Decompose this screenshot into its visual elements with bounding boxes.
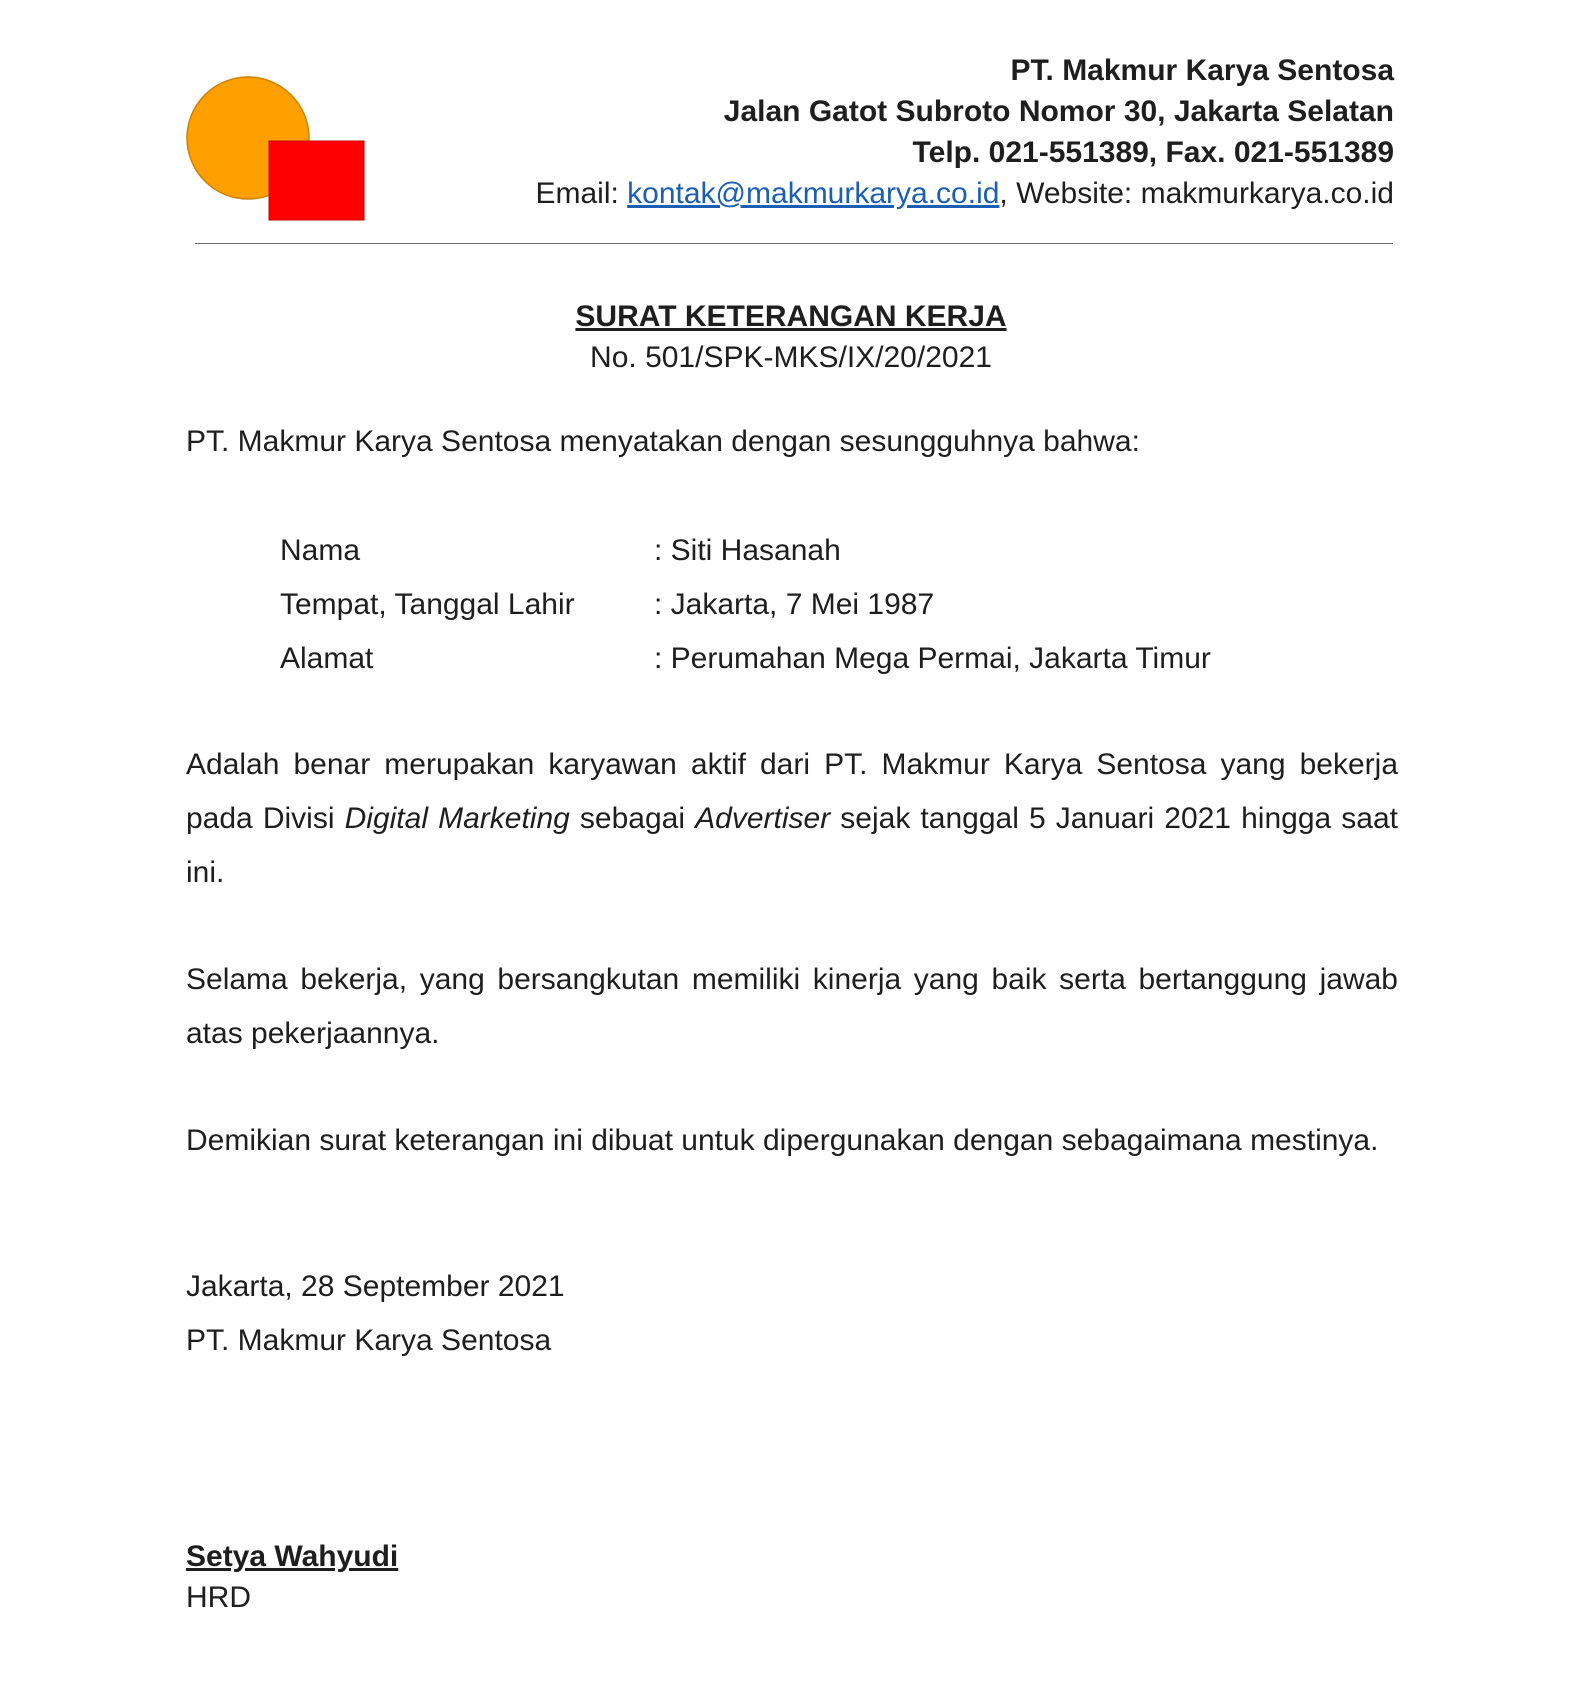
employment-text-1: Adalah benar merupakan karyawan aktif dari PT. Makmur Karya Sentosa yang bekerja pada Divisi <box>186 748 1398 835</box>
name-label: Nama <box>280 534 361 567</box>
logo-square <box>269 141 364 220</box>
performance-paragraph: Selama bekerja, yang bersangkutan memiliki kinerja yang baik serta bertanggung jawab atas pekerjaannya. <box>186 963 1398 1050</box>
website-text: , Website: makmurkarya.co.id <box>999 177 1394 210</box>
address-value: : Perumahan Mega Permai, Jakarta Timur <box>654 642 1211 675</box>
birth-label: Tempat, Tanggal Lahir <box>280 588 575 621</box>
closing-company: PT. Makmur Karya Sentosa <box>186 1324 552 1357</box>
employment-text-3: sejak tanggal 5 Januari 2021 hingga saat ini. <box>186 802 1399 889</box>
letterhead-divider <box>195 243 1393 244</box>
address-label: Alamat <box>280 642 374 675</box>
birth-value: : Jakarta, 7 Mei 1987 <box>654 588 935 621</box>
employee-identity <box>280 524 1211 686</box>
position-name: Advertiser <box>695 802 831 835</box>
company-logo <box>186 76 366 222</box>
employment-paragraph <box>186 738 1398 900</box>
division-name: Digital Marketing <box>344 802 570 835</box>
signer-title: HRD <box>186 1581 251 1614</box>
company-phone-fax: Telp. 021-551389, Fax. 021-551389 <box>912 136 1394 169</box>
intro-paragraph: PT. Makmur Karya Sentosa menyatakan dengan sesungguhnya bahwa: <box>186 425 1140 458</box>
document-title: SURAT KETERANGAN KERJA <box>575 300 1007 333</box>
employment-text-2: sebagai <box>569 802 696 835</box>
signer-name: Setya Wahyudi <box>186 1540 399 1573</box>
place-date: Jakarta, 28 September 2021 <box>186 1270 565 1303</box>
company-contact-line <box>535 173 1394 214</box>
email-link[interactable]: kontak@makmurkarya.co.id <box>627 177 1000 210</box>
identity-row-name <box>280 524 1211 578</box>
document-heading <box>0 296 1582 378</box>
company-address: Jalan Gatot Subroto Nomor 30, Jakarta Selatan <box>723 95 1394 128</box>
company-name: PT. Makmur Karya Sentosa <box>1010 54 1394 87</box>
email-label: Email: <box>535 177 628 210</box>
identity-row-address <box>280 632 1211 686</box>
document-number: No. 501/SPK-MKS/IX/20/2021 <box>590 341 992 374</box>
name-value: : Siti Hasanah <box>654 534 841 567</box>
letterhead-info <box>535 50 1394 214</box>
signature-block <box>186 1536 398 1618</box>
closing-block <box>186 1260 565 1368</box>
closing-paragraph: Demikian surat keterangan ini dibuat untuk dipergunakan dengan sebagaimana mestinya. <box>186 1124 1379 1157</box>
identity-row-birth <box>280 578 1211 632</box>
